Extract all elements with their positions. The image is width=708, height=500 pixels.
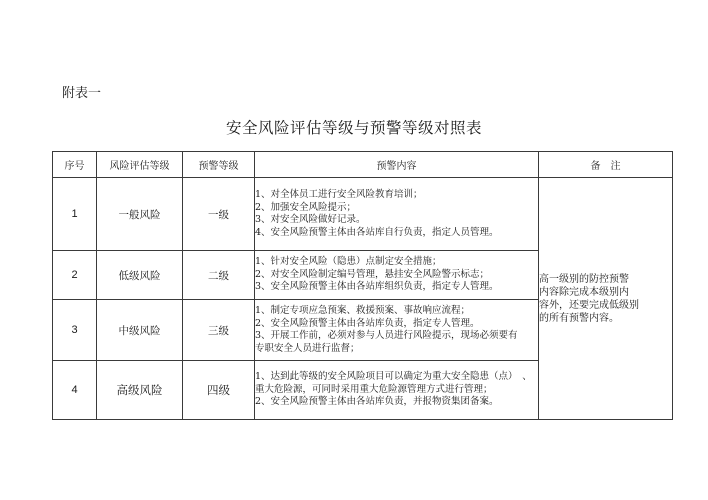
content-line: 1、达到此等级的安全风险项目可以确定为重大安全隐患（点） 、 — [255, 371, 532, 383]
risk-warning-table — [52, 151, 673, 420]
remarks-cell — [539, 178, 673, 420]
content-line: 2、安全风险预警主体由各站库负责，并报物资集团备案。 — [255, 396, 499, 408]
content-line: 2、加强安全风险提示； — [255, 201, 357, 213]
header-risk-level: 风险评估等级 — [97, 152, 183, 178]
header-no: 序号 — [53, 152, 97, 178]
remark-line: 的所有预警内容。 — [539, 312, 619, 324]
row-number: 3 — [53, 300, 97, 361]
row-number: 2 — [53, 251, 97, 300]
header-remarks: 备 注 — [539, 152, 673, 178]
content-line: 3、对安全风险做好记录。 — [255, 214, 366, 225]
remark-line: 内容除完成本级别内 — [539, 286, 629, 298]
warning-level-cell: 四级 — [183, 361, 255, 420]
risk-level-cell: 中级风险 — [97, 300, 183, 361]
content-line: 2、安全风险预警主体由各站库负责，指定专人管理。 — [255, 317, 480, 329]
row-number: 4 — [53, 361, 97, 420]
header-row — [53, 152, 673, 178]
content-line: 1、制定专项应急预案、救援预案、事故响应流程； — [255, 305, 471, 316]
content-line: 4、安全风险预警主体由各站库自行负责，指定人员管理。 — [255, 226, 499, 238]
warning-content-cell — [255, 361, 539, 420]
warning-content-cell — [255, 251, 539, 300]
remark-line: 高一级别的防控预警 — [539, 273, 629, 285]
warning-content-cell — [255, 178, 539, 251]
content-line: 3、开展工作前，必须对参与人员进行风险提示，现场必须要有 — [255, 330, 518, 341]
content-line: 1、对全体员工进行安全风险教育培训； — [255, 189, 423, 200]
content-line: 专职安全人员进行监督； — [255, 342, 360, 354]
content-line: 重大危险源，可同时采用重大危险源管理方式进行管理； — [255, 383, 493, 395]
content-line: 1、针对安全风险（隐患）点制定安全措施； — [255, 256, 442, 268]
risk-level-cell: 一般风险 — [97, 178, 183, 251]
row-number: 1 — [53, 178, 97, 251]
warning-content-cell — [255, 300, 539, 361]
risk-level-cell: 低级风险 — [97, 251, 183, 300]
header-warning-content: 预警内容 — [255, 152, 539, 178]
warning-level-cell: 一级 — [183, 178, 255, 251]
warning-level-cell: 二级 — [183, 251, 255, 300]
content-line: 3、安全风险预警主体由各站库组织负责，指定专人管理。 — [255, 281, 499, 293]
attachment-label: 附表一 — [62, 86, 102, 101]
remark-line: 容外，还要完成低级别 — [539, 299, 639, 311]
document-title: 安全风险评估等级与预警等级对照表 — [225, 119, 482, 137]
header-warning-level: 预警等级 — [183, 152, 255, 178]
content-line: 2、对安全风险制定编号管理，悬挂安全风险警示标志； — [255, 268, 490, 280]
warning-level-cell: 三级 — [183, 300, 255, 361]
risk-level-cell: 高级风险 — [97, 361, 183, 420]
table-row — [53, 178, 673, 251]
